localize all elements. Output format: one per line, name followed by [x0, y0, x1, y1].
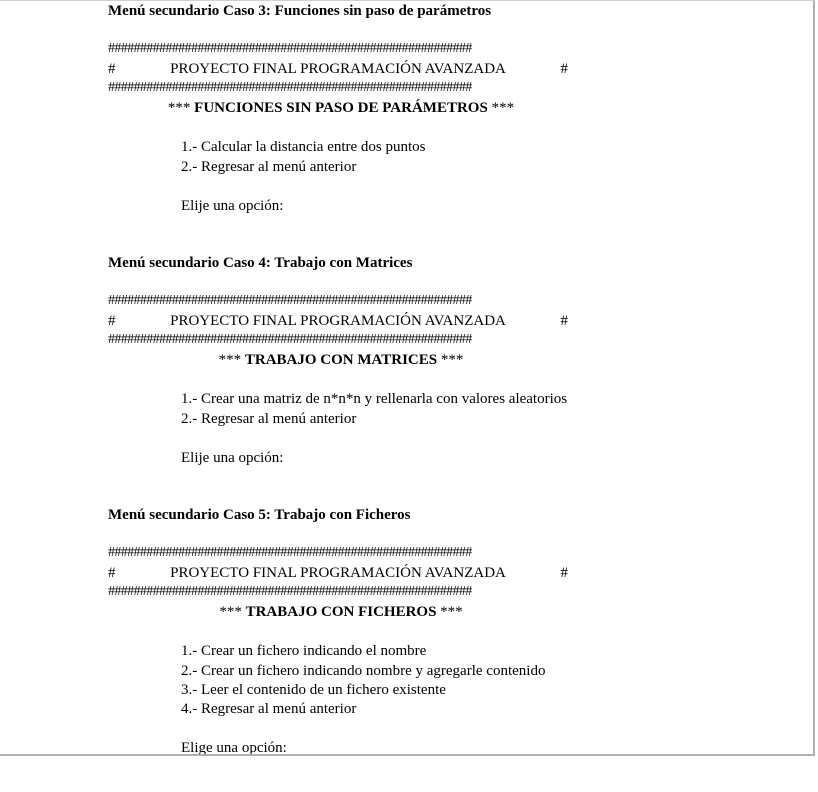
subtitle-text: FUNCIONES SIN PASO DE PARÁMETROS: [194, 100, 488, 116]
menu-prompt: Elije una opción:: [181, 198, 284, 214]
subtitle-text: TRABAJO CON FICHEROS: [245, 604, 437, 620]
section-heading-caso-3: Menú secundario Caso 3: Funciones sin paso de parámetros: [108, 3, 492, 19]
menu-option: 1.- Calcular la distancia entre dos puntos: [181, 139, 426, 155]
menu-option: 1.- Crear un fichero indicando el nombre: [181, 643, 427, 659]
menu-subtitle: [108, 603, 574, 621]
banner-hash-right: #: [560, 313, 568, 329]
menu-prompt: Elige una opción:: [181, 740, 287, 756]
section-heading-caso-5: Menú secundario Caso 5: Trabajo con Ficheros: [108, 507, 411, 523]
banner-hash-left: #: [108, 61, 116, 77]
banner-title: PROYECTO FINAL PROGRAMACIÓN AVANZADA: [170, 313, 506, 329]
menu-option: 2.- Regresar al menú anterior: [181, 411, 357, 427]
banner-title-row: [108, 312, 568, 330]
hash-border-bottom: #########################################################: [108, 332, 472, 347]
hash-border-top: #########################################################: [108, 545, 472, 560]
subtitle-text: TRABAJO CON MATRICES: [244, 352, 438, 368]
menu-option: 3.- Leer el contenido de un fichero existente: [181, 682, 446, 698]
subtitle-stars-right: ***: [440, 352, 464, 368]
banner-title-row: [108, 564, 568, 582]
menu-option: 2.- Crear un fichero indicando nombre y agregarle contenido: [181, 663, 546, 679]
hash-border-bottom: #########################################################: [108, 80, 472, 95]
subtitle-stars-right: ***: [491, 100, 515, 116]
subtitle-stars-left: ***: [218, 352, 242, 368]
banner-title-row: [108, 60, 568, 78]
section-heading-caso-4: Menú secundario Caso 4: Trabajo con Matrices: [108, 255, 413, 271]
menu-option: 2.- Regresar al menú anterior: [181, 159, 357, 175]
subtitle-stars-left: ***: [219, 604, 242, 620]
banner-hash-left: #: [108, 565, 116, 581]
hash-border-bottom: #########################################################: [108, 584, 472, 599]
menu-option: 4.- Regresar al menú anterior: [181, 701, 357, 717]
hash-border-top: #########################################################: [108, 293, 472, 308]
subtitle-stars-left: ***: [167, 100, 191, 116]
hash-border-top: #########################################################: [108, 41, 472, 56]
menu-subtitle: [108, 99, 574, 117]
menu-prompt: Elije una opción:: [181, 450, 284, 466]
banner-title: PROYECTO FINAL PROGRAMACIÓN AVANZADA: [170, 565, 506, 581]
banner-hash-left: #: [108, 313, 116, 329]
banner-hash-right: #: [560, 565, 568, 581]
subtitle-stars-right: ***: [440, 604, 463, 620]
menu-subtitle: [108, 351, 574, 369]
banner-title: PROYECTO FINAL PROGRAMACIÓN AVANZADA: [170, 61, 506, 77]
banner-hash-right: #: [560, 61, 568, 77]
menu-option: 1.- Crear una matriz de n*n*n y rellenarla con valores aleatorios: [181, 391, 568, 407]
